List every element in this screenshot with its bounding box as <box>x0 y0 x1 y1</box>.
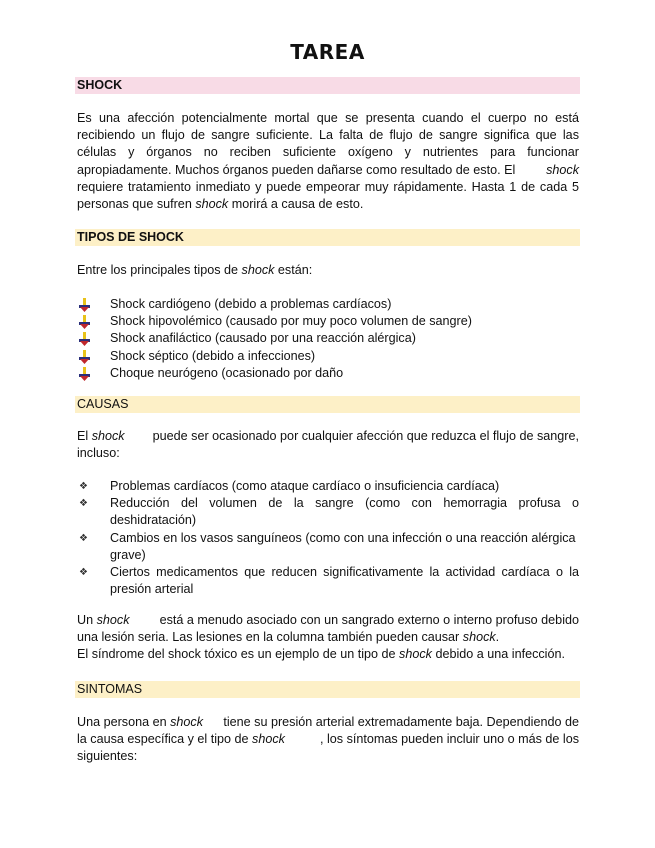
text-span: El <box>77 429 89 443</box>
text-line <box>77 612 579 629</box>
text-span: shock <box>91 429 125 443</box>
list-item <box>77 478 579 495</box>
list-item <box>77 348 579 365</box>
sintomas-paragraph <box>77 714 579 766</box>
list-item-text: Reducción del volumen de la sangre (como con hemorragia profusa o <box>110 496 579 511</box>
list-item-text: Shock hipovolémico (causado por muy poco volumen de sangre) <box>110 314 472 329</box>
text-line <box>77 162 579 179</box>
list-item <box>77 564 579 598</box>
section-heading-sintomas: SINTOMAS <box>75 681 580 698</box>
text-span: shock <box>252 732 285 747</box>
text-span: tiene su presión arterial extremadamente baja. Dependiendo de <box>223 715 579 729</box>
list-item-text: Shock cardiógeno (debido a problemas cardíacos) <box>110 297 392 311</box>
list-item-text: grave) <box>110 547 146 562</box>
text-span: shock <box>462 630 496 645</box>
text-span: están: <box>277 263 313 277</box>
list-item-text: Choque neurógeno (ocasionado por daño <box>110 365 344 380</box>
text-line <box>77 629 579 646</box>
text-line: requiere tratamiento inmediato y puede empeorar muy rápidamente. Hasta 1 de cada 5 <box>77 179 579 194</box>
text-line: siguientes: <box>77 749 138 764</box>
text-line: recibiendo un flujo de sangre suficiente. La falta de flujo de sangre significa que las <box>77 128 579 143</box>
text-span: shock <box>96 613 130 627</box>
tipos-list <box>77 296 579 382</box>
arrow-down-icon <box>77 365 93 382</box>
text-span: shock <box>195 197 229 212</box>
diamond-icon: ❖ <box>79 481 88 492</box>
text-line: células y órganos no reciben suficiente oxígeno y nutrientes para funcionar <box>77 145 579 160</box>
arrow-down-icon <box>77 330 93 347</box>
list-item-text: deshidratación) <box>110 513 197 528</box>
text-span: shock <box>399 647 432 662</box>
list-item <box>77 313 579 330</box>
text-span: Una persona en <box>77 715 167 729</box>
list-item-text: Cambios en los vasos sanguíneos (como con una infección o una reacción alérgica <box>110 530 576 545</box>
text-span: shock <box>241 263 275 277</box>
text-span: morirá a causa de esto. <box>231 197 364 212</box>
text-span: Un <box>77 613 94 627</box>
text-line <box>77 196 579 213</box>
text-line: Es una afección potencialmente mortal que se presenta cuando el cuerpo no está <box>77 111 579 125</box>
tipos-intro <box>77 262 579 279</box>
text-span: personas que sufren <box>77 197 192 212</box>
list-item-text: presión arterial <box>110 582 194 597</box>
page-title: TAREA <box>290 40 365 64</box>
arrow-down-icon <box>77 348 93 365</box>
text-span: debido a una infección. <box>435 647 565 662</box>
text-line: incluso: <box>77 446 120 461</box>
arrow-down-icon <box>77 296 93 313</box>
text-span: puede ser ocasionado por cualquier afección que reduzca el flujo de sangre, <box>152 429 579 443</box>
text-span: shock <box>546 162 579 177</box>
diamond-icon: ❖ <box>79 567 88 579</box>
text-span: está a menudo asociado con un sangrado externo o interno profuso debido <box>159 613 579 627</box>
text-line <box>77 646 579 663</box>
list-item <box>77 330 579 347</box>
text-span: El síndrome del shock tóxico es un ejemplo de un tipo de <box>77 647 396 662</box>
list-item-text: Ciertos medicamentos que reducen significativamente la actividad cardíaca o la <box>110 565 579 580</box>
text-span: apropiadamente. Muchos órganos pueden dañarse como resultado de esto. El <box>77 162 516 177</box>
section-heading-tipos: TIPOS DE SHOCK <box>75 229 580 246</box>
text-line <box>77 714 579 731</box>
causas-outro <box>77 612 579 664</box>
list-item <box>77 495 579 529</box>
list-item <box>77 365 579 382</box>
text-span: una lesión seria. Las lesiones en la columna también pueden causar <box>77 630 460 645</box>
list-item <box>77 530 579 564</box>
text-span: Entre los principales tipos de <box>77 263 239 277</box>
text-span: . <box>495 630 500 645</box>
arrow-down-icon <box>77 313 93 330</box>
diamond-icon: ❖ <box>79 498 88 510</box>
list-item-text: Shock anafiláctico (causado por una reacción alérgica) <box>110 331 416 346</box>
diamond-icon: ❖ <box>79 532 88 544</box>
causas-intro <box>77 428 579 462</box>
list-item-text: Shock séptico (debido a infecciones) <box>110 348 316 363</box>
causas-list <box>77 478 579 598</box>
section-heading-shock: SHOCK <box>75 77 580 94</box>
list-item <box>77 296 579 313</box>
text-line <box>77 731 579 748</box>
text-span: la causa específica y el tipo de <box>77 732 249 747</box>
text-span: , los síntomas pueden incluir uno o más de los <box>319 732 579 747</box>
list-item-text: Problemas cardíacos (como ataque cardíaco o insuficiencia cardíaca) <box>110 479 500 493</box>
text-span: shock <box>170 715 204 729</box>
text-line <box>77 428 579 445</box>
section-heading-causas: CAUSAS <box>75 396 580 413</box>
shock-paragraph <box>77 110 579 213</box>
